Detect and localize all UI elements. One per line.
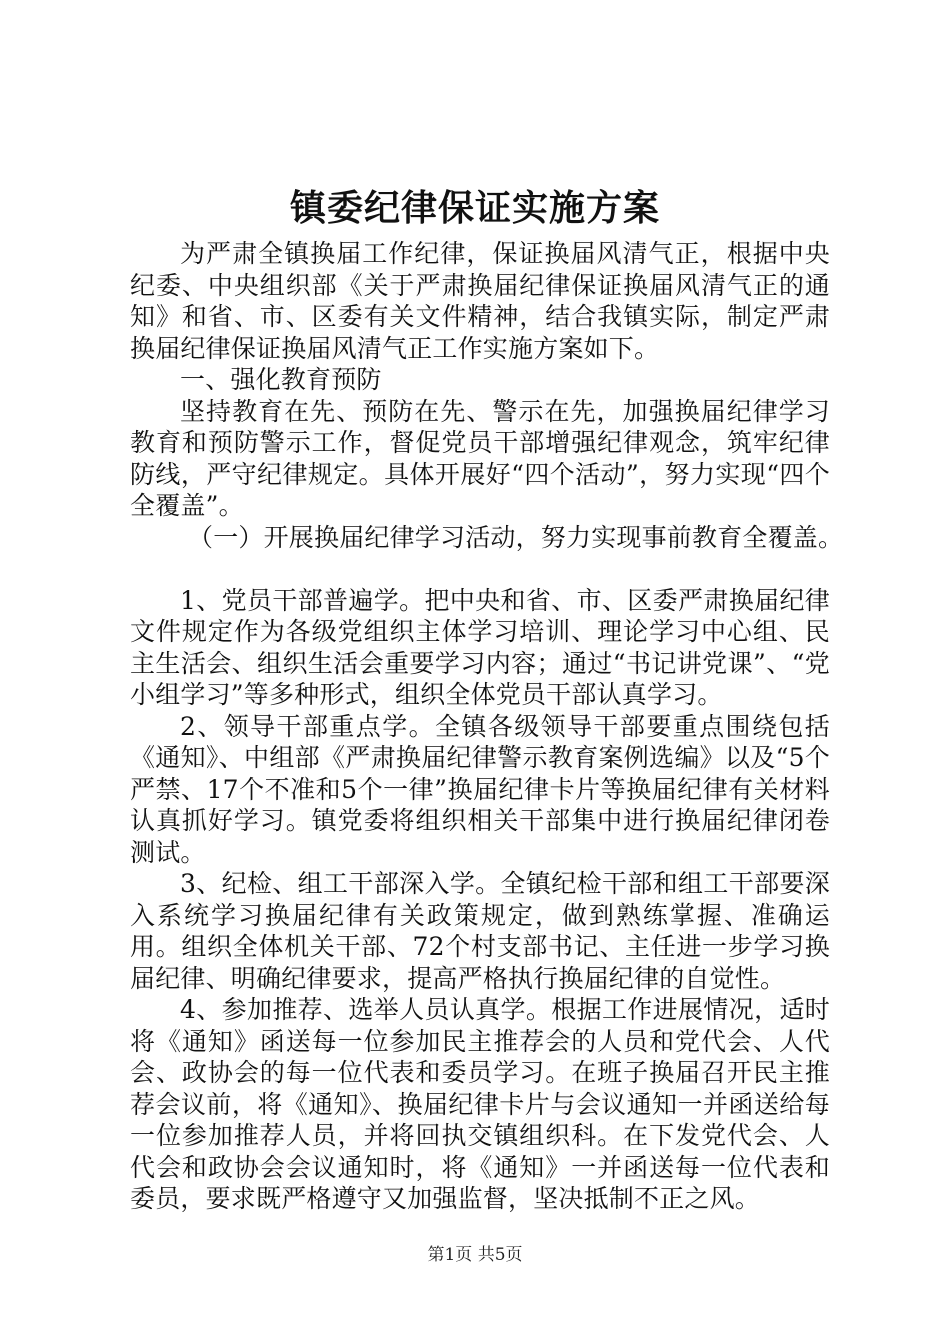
item-1-paragraph: 1、党员干部普遍学。把中央和省、市、区委严肃换届纪律文件规定作为各级党组织主体学习培训、理论学习中心组、民主生活会、组织生活会重要学习内容；通过“书记讲党课”、“党小组学习”等多种形式，组织全体党员干部认真学习。 <box>130 585 830 709</box>
item-2-paragraph: 2、领导干部重点学。全镇各级领导干部要重点围绕包括《通知》、中组部《严肃换届纪律警示教育案例选编》以及“5个严禁、17个不准和5个一律”换届纪律卡片等换届纪律有关材料认真抓好学习。镇党委将组织相关干部集中进行换届纪律闭卷测试。 <box>130 711 830 867</box>
section-1-paragraph: 坚持教育在先、预防在先、警示在先，加强换届纪律学习教育和预防警示工作，督促党员干部增强纪律观念，筑牢纪律防线，严守纪律规定。具体开展好“四个活动”，努力实现“四个全覆盖”。 <box>130 396 830 520</box>
document-body <box>130 238 844 1215</box>
intro-paragraph: 为严肃全镇换届工作纪律，保证换届风清气正，根据中央纪委、中央组织部《关于严肃换届纪律保证换届风清气正的通知》和省、市、区委有关文件精神，结合我镇实际，制定严肃换届纪律保证换届风清气正工作实施方案如下。 <box>130 239 830 363</box>
subsection-heading-1: （一）开展换届纪律学习活动，努力实现事前教育全覆盖。 <box>188 522 844 552</box>
item-3-paragraph: 3、纪检、组工干部深入学。全镇纪检干部和组工干部要深入系统学习换届纪律有关政策规定，做到熟练掌握、准确运用。组织全体机关干部、72个村支部书记、主任进一步学习换届纪律、明确纪律要求，提高严格执行换届纪律的自觉性。 <box>130 869 830 993</box>
page-footer: 第1页 共5页 <box>427 1245 523 1265</box>
document-title: 镇委纪律保证实施方案 <box>289 187 660 229</box>
section-heading-1: 一、强化教育预防 <box>180 365 382 394</box>
item-4-paragraph: 4、参加推荐、选举人员认真学。根据工作进展情况，适时将《通知》函送每一位参加民主推荐会的人员和党代会、人代会、政协会的每一位代表和委员学习。在班子换届召开民主推荐会议前，将《通知》、换届纪律卡片与会议通知一并函送给每一位参加推荐人员，并将回执交镇组织科。在下发党代会、人代会和政协会会议通知时，将《通知》一并函送每一位代表和委员，要求既严格遵守又加强监督，坚决抵制不正之风。 <box>130 995 830 1213</box>
